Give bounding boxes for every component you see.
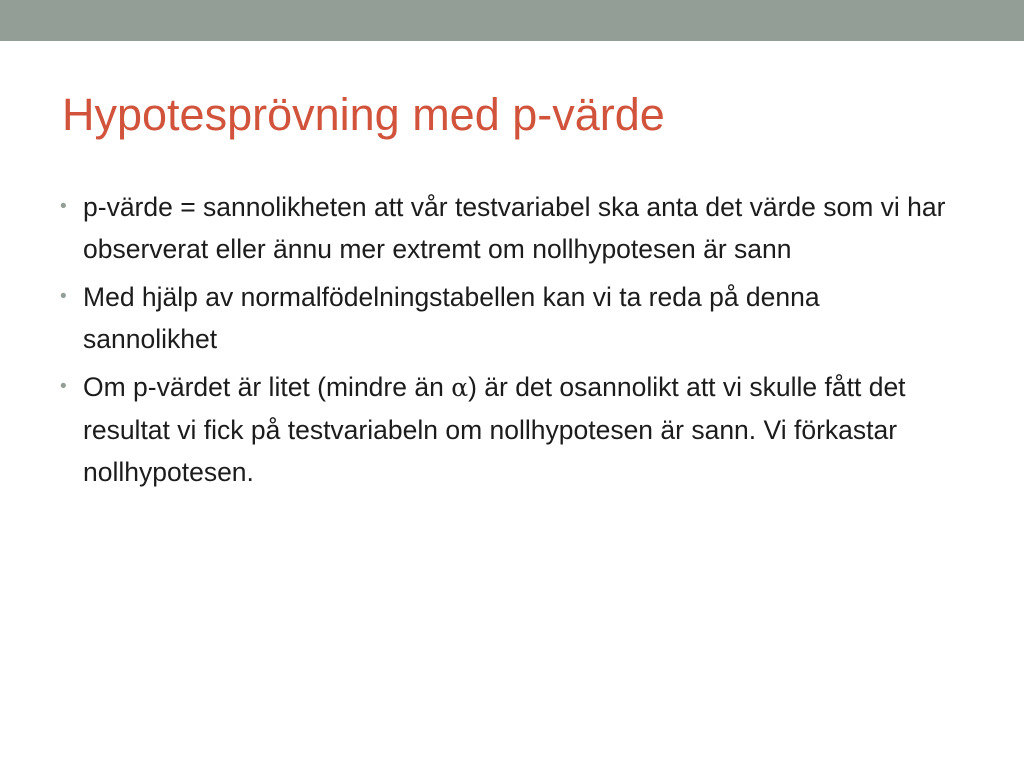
bullet-text: p-värde = sannolikheten att vår testvariabel ska anta det värde som vi har observerat eller ännu mer extremt om nollhypotesen är sann <box>83 192 946 264</box>
bullet-text-after-symbol: ) är det osannolikt att vi skulle fått det resultat vi fick på testvariabeln om nollhypotesen är sann. Vi förkastar nollhypotesen. <box>83 372 906 487</box>
bullet-text-before-symbol: Om p-värdet är litet (mindre än <box>83 372 452 402</box>
bullet-dot-icon: • <box>60 196 67 217</box>
bullet-text <box>83 366 953 493</box>
bullet-list <box>60 186 960 499</box>
top-accent-bar <box>0 0 1024 41</box>
bullet-dot-icon: • <box>60 376 67 397</box>
bullet-text: Med hjälp av normalfödelningstabellen kan vi ta reda på denna sannolikhet <box>83 282 820 354</box>
bullet-dot-icon: • <box>60 286 67 307</box>
bullet-item <box>60 276 960 360</box>
alpha-symbol: α <box>451 373 469 402</box>
slide-title: Hypotesprövning med p-värde <box>62 89 665 140</box>
bullet-item <box>60 366 960 493</box>
bullet-item <box>60 186 960 270</box>
